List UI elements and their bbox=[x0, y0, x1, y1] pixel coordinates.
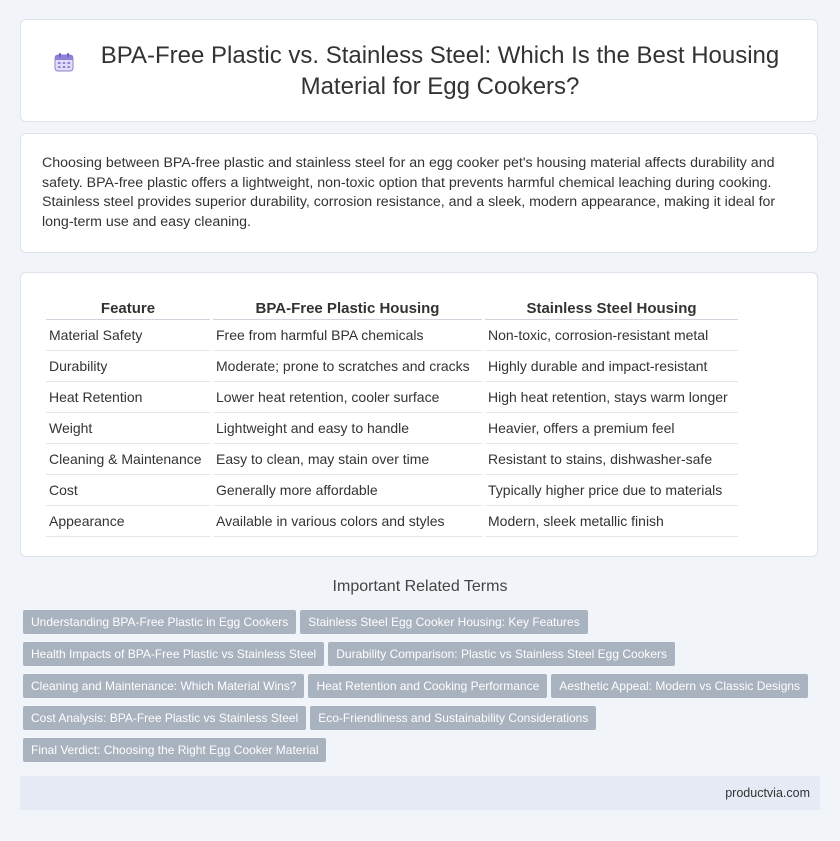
table-cell: Free from harmful BPA chemicals bbox=[213, 320, 482, 351]
table-cell: Appearance bbox=[46, 506, 210, 537]
related-terms-heading: Important Related Terms bbox=[332, 578, 508, 595]
intro-paragraph: Choosing between BPA-free plastic and stainless steel for an egg cooker pet's housing material affects durability and safety. BPA-free plastic offers a lightweight, non-toxic option that prevents harmful chemical leaching during cooking. Stainless steel provides superior durability, corrosion resistance, and a sleek, modern appearance, making it ideal for long-term use and easy cleaning. bbox=[42, 155, 776, 230]
related-term-tag[interactable]: Eco-Friendliness and Sustainability Considerations bbox=[310, 706, 596, 730]
table-cell: Material Safety bbox=[46, 320, 210, 351]
table-cell: Lightweight and easy to handle bbox=[213, 413, 482, 444]
related-term-tag[interactable]: Cost Analysis: BPA-Free Plastic vs Stainless Steel bbox=[23, 706, 306, 730]
table-cell: Highly durable and impact-resistant bbox=[485, 351, 738, 382]
page-title: BPA-Free Plastic vs. Stainless Steel: Which Is the Best Housing Material for Egg Cookers? bbox=[100, 41, 780, 100]
table-cell: Moderate; prone to scratches and cracks bbox=[213, 351, 482, 382]
table-cell: Durability bbox=[46, 351, 210, 382]
title-card bbox=[20, 19, 818, 122]
table-cell: Heavier, offers a premium feel bbox=[485, 413, 738, 444]
site-name[interactable]: productvia.com bbox=[725, 786, 810, 800]
table-row bbox=[46, 506, 738, 537]
table-cell: Modern, sleek metallic finish bbox=[485, 506, 738, 537]
column-header: Feature bbox=[46, 297, 210, 320]
table-cell: Non-toxic, corrosion-resistant metal bbox=[485, 320, 738, 351]
table-row bbox=[46, 444, 738, 475]
table-row bbox=[46, 413, 738, 444]
table-cell: Available in various colors and styles bbox=[213, 506, 482, 537]
table-cell: Resistant to stains, dishwasher-safe bbox=[485, 444, 738, 475]
related-term-tag[interactable]: Final Verdict: Choosing the Right Egg Cooker Material bbox=[23, 738, 326, 762]
related-term-tag[interactable]: Health Impacts of BPA-Free Plastic vs Stainless Steel bbox=[23, 642, 324, 666]
table-row bbox=[46, 351, 738, 382]
related-terms-list bbox=[23, 610, 823, 770]
table-row bbox=[46, 382, 738, 413]
column-header: BPA-Free Plastic Housing bbox=[213, 297, 482, 320]
table-cell: Generally more affordable bbox=[213, 475, 482, 506]
table-header-row bbox=[46, 297, 738, 320]
calendar-icon bbox=[53, 51, 75, 73]
related-term-tag[interactable]: Durability Comparison: Plastic vs Stainless Steel Egg Cookers bbox=[328, 642, 675, 666]
comparison-table bbox=[43, 297, 741, 537]
table-cell: Easy to clean, may stain over time bbox=[213, 444, 482, 475]
related-term-tag[interactable]: Understanding BPA-Free Plastic in Egg Cookers bbox=[23, 610, 296, 634]
column-header: Stainless Steel Housing bbox=[485, 297, 738, 320]
table-cell: Weight bbox=[46, 413, 210, 444]
comparison-card bbox=[20, 272, 818, 557]
table-cell: Typically higher price due to materials bbox=[485, 475, 738, 506]
table-cell: High heat retention, stays warm longer bbox=[485, 382, 738, 413]
table-cell: Cost bbox=[46, 475, 210, 506]
related-term-tag[interactable]: Cleaning and Maintenance: Which Material Wins? bbox=[23, 674, 304, 698]
intro-card bbox=[20, 133, 818, 253]
footer bbox=[20, 776, 820, 810]
table-row bbox=[46, 320, 738, 351]
related-term-tag[interactable]: Aesthetic Appeal: Modern vs Classic Designs bbox=[551, 674, 808, 698]
related-term-tag[interactable]: Heat Retention and Cooking Performance bbox=[308, 674, 547, 698]
table-row bbox=[46, 475, 738, 506]
table-cell: Heat Retention bbox=[46, 382, 210, 413]
related-term-tag[interactable]: Stainless Steel Egg Cooker Housing: Key Features bbox=[300, 610, 587, 634]
table-cell: Lower heat retention, cooler surface bbox=[213, 382, 482, 413]
table-cell: Cleaning & Maintenance bbox=[46, 444, 210, 475]
